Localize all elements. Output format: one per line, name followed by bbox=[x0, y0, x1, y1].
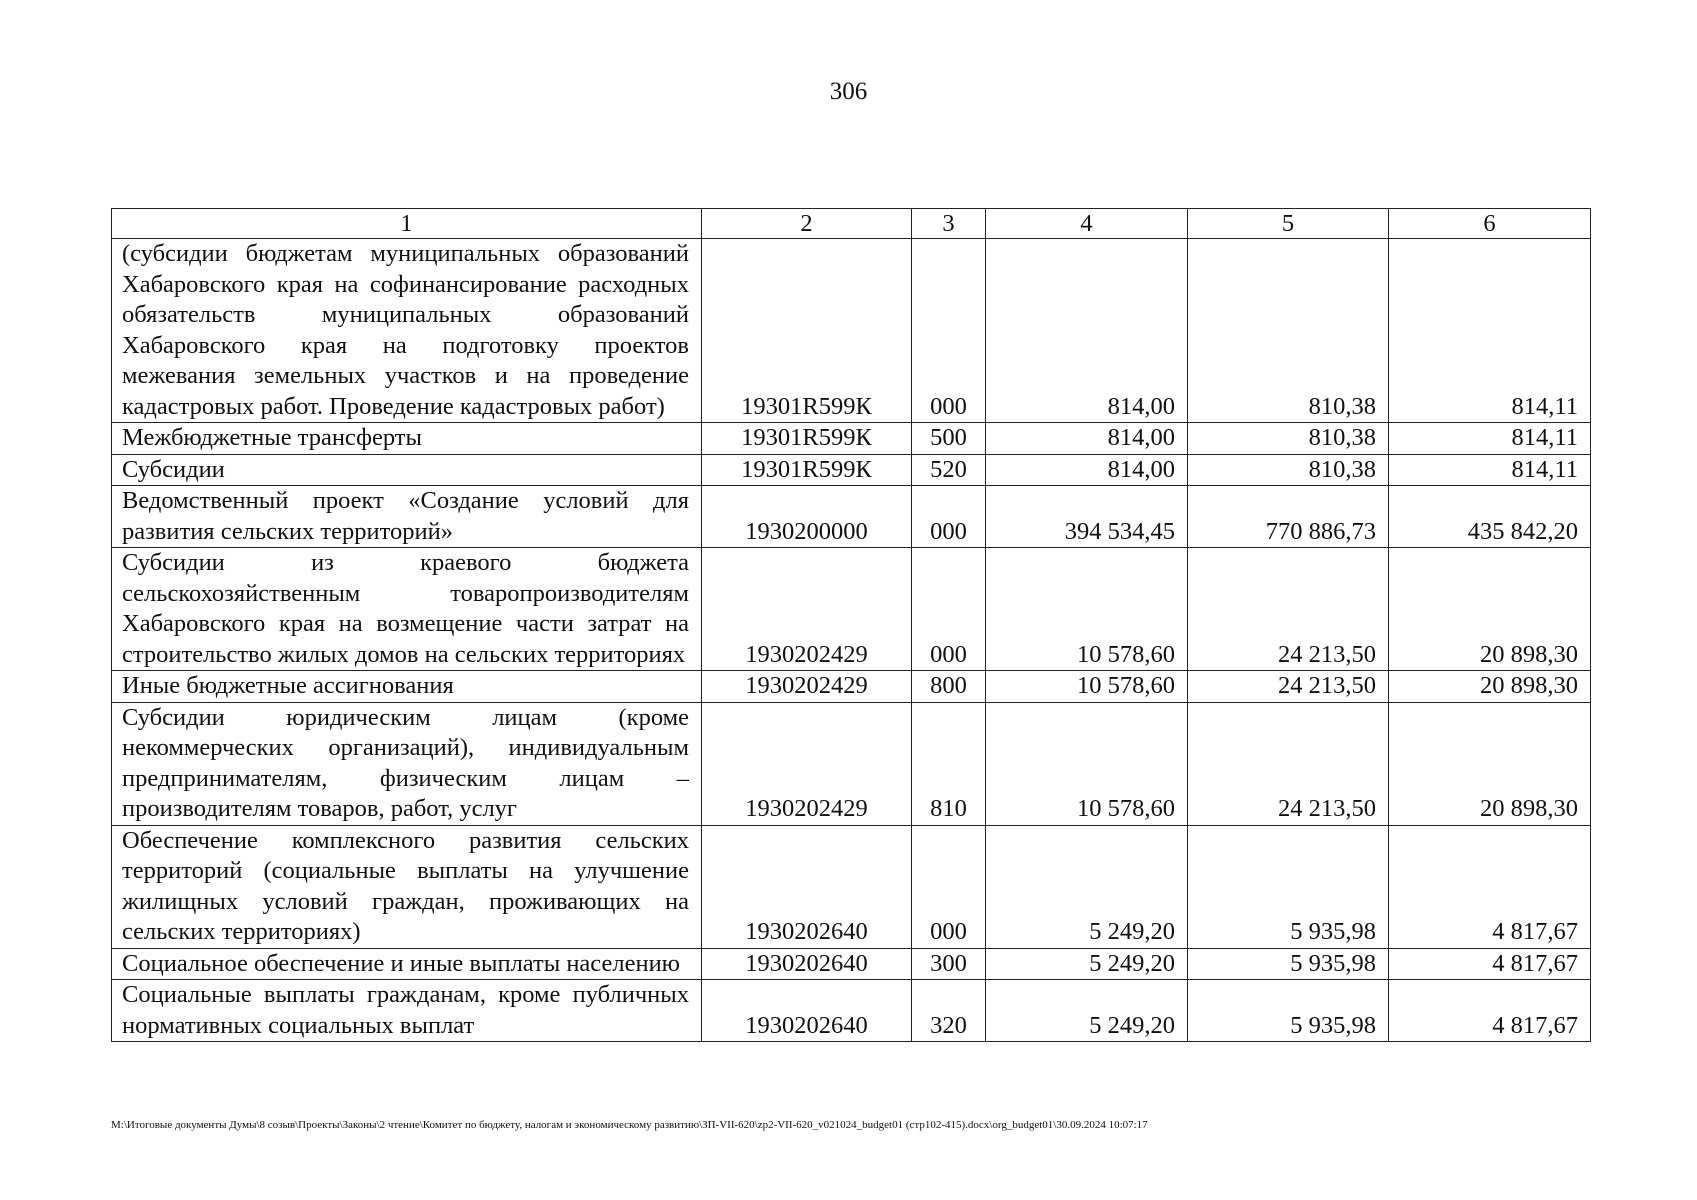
row-expense-kind: 000 bbox=[912, 486, 986, 548]
row-value-6: 814,11 bbox=[1389, 239, 1591, 423]
row-name: Субсидии из краевого бюджета сельскохозяйственным товаропроизводителям Хабаровского края на возмещение части затрат на строительство жилых домов на сельских территориях bbox=[112, 548, 702, 671]
row-value-5: 5 935,98 bbox=[1188, 948, 1389, 980]
row-target-code: 1930200000 bbox=[702, 486, 912, 548]
row-target-code: 1930202429 bbox=[702, 702, 912, 825]
table-row bbox=[112, 239, 1591, 423]
header-cell: 6 bbox=[1389, 209, 1591, 239]
row-value-5: 810,38 bbox=[1188, 423, 1389, 455]
table-header-row bbox=[112, 209, 1591, 239]
row-value-6: 4 817,67 bbox=[1389, 980, 1591, 1042]
row-expense-kind: 520 bbox=[912, 454, 986, 486]
row-name: Социальное обеспечение и иные выплаты населению bbox=[112, 948, 702, 980]
table-row bbox=[112, 486, 1591, 548]
row-value-4: 5 249,20 bbox=[986, 980, 1188, 1042]
row-name: Межбюджетные трансферты bbox=[112, 423, 702, 455]
row-expense-kind: 320 bbox=[912, 980, 986, 1042]
row-target-code: 1930202429 bbox=[702, 548, 912, 671]
row-value-6: 20 898,30 bbox=[1389, 702, 1591, 825]
table-row bbox=[112, 825, 1591, 948]
row-value-6: 20 898,30 bbox=[1389, 548, 1591, 671]
row-expense-kind: 810 bbox=[912, 702, 986, 825]
row-name: (субсидии бюджетам муниципальных образований Хабаровского края на софинансирование расходных обязательств муниципальных образований Хабаровского края на подготовку проектов межевания земельных участков и на проведение кадастровых работ. Проведение кадастровых работ) bbox=[112, 239, 702, 423]
row-value-5: 5 935,98 bbox=[1188, 825, 1389, 948]
row-value-4: 5 249,20 bbox=[986, 948, 1188, 980]
row-expense-kind: 000 bbox=[912, 548, 986, 671]
row-value-6: 20 898,30 bbox=[1389, 671, 1591, 703]
table-row bbox=[112, 948, 1591, 980]
row-value-6: 4 817,67 bbox=[1389, 825, 1591, 948]
row-value-4: 10 578,60 bbox=[986, 702, 1188, 825]
row-value-5: 810,38 bbox=[1188, 239, 1389, 423]
row-expense-kind: 300 bbox=[912, 948, 986, 980]
row-value-6: 814,11 bbox=[1389, 423, 1591, 455]
row-value-4: 814,00 bbox=[986, 239, 1188, 423]
header-cell: 3 bbox=[912, 209, 986, 239]
row-value-5: 24 213,50 bbox=[1188, 671, 1389, 703]
row-value-6: 435 842,20 bbox=[1389, 486, 1591, 548]
table-row bbox=[112, 671, 1591, 703]
page-number: 306 bbox=[829, 78, 868, 105]
row-value-4: 814,00 bbox=[986, 423, 1188, 455]
row-value-5: 5 935,98 bbox=[1188, 980, 1389, 1042]
row-name: Иные бюджетные ассигнования bbox=[112, 671, 702, 703]
row-expense-kind: 500 bbox=[912, 423, 986, 455]
table-row bbox=[112, 980, 1591, 1042]
header-cell: 1 bbox=[112, 209, 702, 239]
table-row bbox=[112, 548, 1591, 671]
row-target-code: 19301R599К bbox=[702, 423, 912, 455]
row-expense-kind: 000 bbox=[912, 239, 986, 423]
table-row bbox=[112, 454, 1591, 486]
row-name: Субсидии юридическим лицам (кроме некоммерческих организаций), индивидуальным предпринимателям, физическим лицам – производителям товаров, работ, услуг bbox=[112, 702, 702, 825]
row-target-code: 19301R599К bbox=[702, 454, 912, 486]
row-name: Социальные выплаты гражданам, кроме публичных нормативных социальных выплат bbox=[112, 980, 702, 1042]
header-cell: 5 bbox=[1188, 209, 1389, 239]
row-value-4: 814,00 bbox=[986, 454, 1188, 486]
row-target-code: 1930202640 bbox=[702, 825, 912, 948]
row-value-4: 10 578,60 bbox=[986, 548, 1188, 671]
budget-table bbox=[111, 208, 1591, 1042]
row-value-5: 810,38 bbox=[1188, 454, 1389, 486]
table-row bbox=[112, 423, 1591, 455]
row-value-4: 5 249,20 bbox=[986, 825, 1188, 948]
row-value-6: 814,11 bbox=[1389, 454, 1591, 486]
row-value-5: 24 213,50 bbox=[1188, 702, 1389, 825]
row-target-code: 1930202640 bbox=[702, 948, 912, 980]
file-path-footer: M:\Итоговые документы Думы\8 созыв\Проекты\Законы\2 чтение\Комитет по бюджету, налогам и экономическому развитию\ЗП-VII-620\zp2-VII-620_v021024_budget01 (стр102-415).docx\org_budget01\30.09.2024 10:07:17 bbox=[111, 1119, 1148, 1131]
header-cell: 4 bbox=[986, 209, 1188, 239]
row-value-5: 24 213,50 bbox=[1188, 548, 1389, 671]
table-row bbox=[112, 702, 1591, 825]
row-expense-kind: 000 bbox=[912, 825, 986, 948]
row-value-4: 10 578,60 bbox=[986, 671, 1188, 703]
row-expense-kind: 800 bbox=[912, 671, 986, 703]
row-value-6: 4 817,67 bbox=[1389, 948, 1591, 980]
row-value-4: 394 534,45 bbox=[986, 486, 1188, 548]
header-cell: 2 bbox=[702, 209, 912, 239]
row-name: Ведомственный проект «Создание условий для развития сельских территорий» bbox=[112, 486, 702, 548]
row-value-5: 770 886,73 bbox=[1188, 486, 1389, 548]
row-target-code: 1930202429 bbox=[702, 671, 912, 703]
row-target-code: 19301R599К bbox=[702, 239, 912, 423]
row-name: Обеспечение комплексного развития сельских территорий (социальные выплаты на улучшение жилищных условий граждан, проживающих на сельских территориях) bbox=[112, 825, 702, 948]
row-target-code: 1930202640 bbox=[702, 980, 912, 1042]
row-name: Субсидии bbox=[112, 454, 702, 486]
